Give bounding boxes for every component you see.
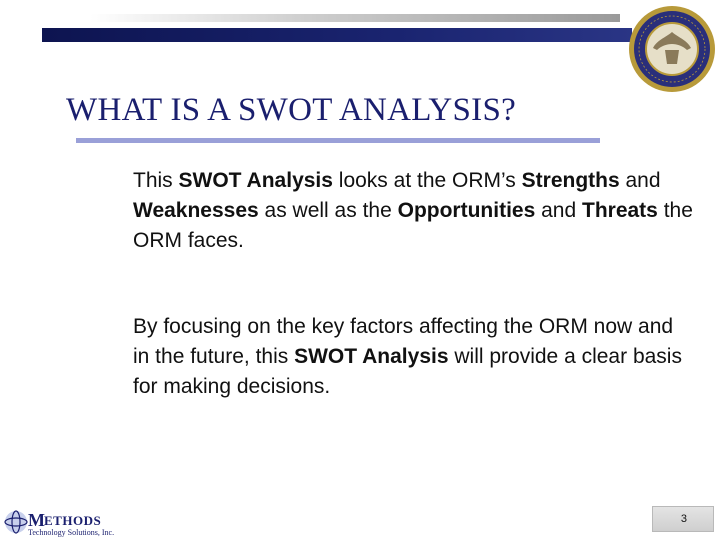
paragraph-swot-purpose xyxy=(133,312,693,402)
text-segment: will provide a clear basis for making decisions. xyxy=(133,345,682,398)
methods-logo-icon xyxy=(4,508,28,536)
text-segment: and xyxy=(535,199,582,222)
page-number: 3 xyxy=(680,513,687,525)
bold-text-segment: SWOT Analysis xyxy=(178,169,333,192)
bold-text-segment: Threats xyxy=(582,199,658,222)
header-gradient-bar xyxy=(90,14,620,22)
methods-logo xyxy=(4,508,124,538)
title-underline xyxy=(76,138,600,143)
text-segment: By focusing on the key factors affecting the ORM now and in the future, this xyxy=(133,315,674,368)
text-segment: and xyxy=(619,169,661,192)
text-segment: This xyxy=(133,169,179,192)
bold-text-segment: Strengths xyxy=(521,169,620,192)
text-segment: the ORM faces. xyxy=(133,199,693,252)
logo-initial: M xyxy=(28,510,45,530)
bold-text-segment: Opportunities xyxy=(397,199,536,222)
header-navy-bar xyxy=(42,28,632,42)
page-number-box xyxy=(652,506,714,532)
logo-subtitle: Technology Solutions, Inc. xyxy=(28,528,115,537)
text-segment: looks at the ORM’s xyxy=(332,169,522,192)
bold-text-segment: Weaknesses xyxy=(133,199,259,222)
text-segment: as well as the xyxy=(258,199,398,222)
logo-name: ETHODS xyxy=(44,513,102,528)
paragraph-swot-definition xyxy=(133,166,693,256)
bold-text-segment: SWOT Analysis xyxy=(294,345,449,368)
state-seal-icon xyxy=(627,4,717,94)
slide-title: WHAT IS A SWOT ANALYSIS? xyxy=(66,92,517,128)
